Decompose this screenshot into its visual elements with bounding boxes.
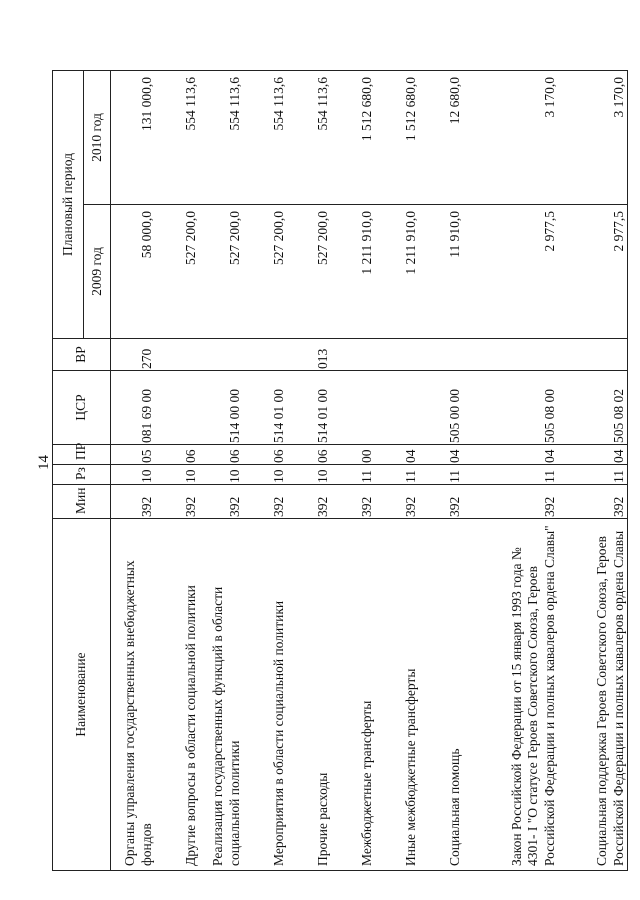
row-value-2010: 1 512 680,0: [375, 70, 419, 204]
table-row: [199, 70, 243, 870]
row-csr: 505 00 00: [419, 371, 463, 445]
row-pr: 06: [287, 445, 331, 465]
row-value-2010: 554 113,6: [287, 70, 331, 204]
row-pr: 06: [243, 445, 287, 465]
row-rz: 11: [419, 465, 463, 485]
row-min: 392: [287, 485, 331, 519]
row-min: 392: [463, 485, 558, 519]
row-csr: [331, 371, 375, 445]
row-csr: 505 08 02: [558, 371, 628, 445]
row-min: 392: [419, 485, 463, 519]
row-csr: 505 08 00: [463, 371, 558, 445]
row-rz: 11: [558, 465, 628, 485]
row-vr: [155, 339, 199, 371]
row-pr: 05: [111, 445, 156, 465]
row-min: 392: [243, 485, 287, 519]
row-min: 392: [558, 485, 628, 519]
row-pr: 04: [419, 445, 463, 465]
budget-table: [52, 70, 628, 871]
row-name: Социальная помощь: [419, 519, 463, 871]
row-rz: 10: [155, 465, 199, 485]
header-year-2010: 2010 год: [84, 70, 111, 204]
row-vr: [243, 339, 287, 371]
row-value-2009: 527 200,0: [155, 205, 199, 339]
row-pr: 04: [375, 445, 419, 465]
row-value-2010: 1 512 680,0: [331, 70, 375, 204]
row-csr: [155, 371, 199, 445]
row-name: Социальная поддержка Героев Советского Союза, Героев Российской Федерации и полных кавалеров ордена Славы: [558, 519, 628, 871]
header-row-1: [53, 70, 84, 870]
table-row: [155, 70, 199, 870]
row-value-2010: 554 113,6: [155, 70, 199, 204]
table-row: [463, 70, 558, 870]
row-csr: 514 00 00: [199, 371, 243, 445]
row-name: Другие вопросы в области социальной политики: [155, 519, 199, 871]
row-value-2009: 1 211 910,0: [331, 205, 375, 339]
row-min: 392: [375, 485, 419, 519]
row-pr: 06: [155, 445, 199, 465]
row-pr: 04: [463, 445, 558, 465]
row-rz: 11: [375, 465, 419, 485]
table-row: [243, 70, 287, 870]
row-value-2009: 58 000,0: [111, 205, 156, 339]
row-csr: [375, 371, 419, 445]
row-csr: 514 01 00: [287, 371, 331, 445]
table-row: [558, 70, 628, 870]
table-row: [419, 70, 463, 870]
table-row: [287, 70, 331, 870]
row-name: Мероприятия в области социальной политики: [243, 519, 287, 871]
row-vr: [419, 339, 463, 371]
row-csr: 081 69 00: [111, 371, 156, 445]
row-vr: [375, 339, 419, 371]
row-value-2010: 3 170,0: [558, 70, 628, 204]
row-min: 392: [155, 485, 199, 519]
row-value-2010: 554 113,6: [243, 70, 287, 204]
row-value-2009: 2 977,5: [558, 205, 628, 339]
row-vr: 270: [111, 339, 156, 371]
row-pr: 06: [199, 445, 243, 465]
row-rz: 11: [331, 465, 375, 485]
header-planned-period: Плановый период: [53, 70, 84, 338]
row-value-2010: 12 680,0: [419, 70, 463, 204]
table-row: [375, 70, 419, 870]
row-vr: 013: [287, 339, 331, 371]
row-value-2010: 3 170,0: [463, 70, 558, 204]
row-value-2010: 131 000,0: [111, 70, 156, 204]
row-name: Реализация государственных функций в области социальной политики: [199, 519, 243, 871]
header-rz: Рз: [53, 465, 111, 485]
table-row: [111, 70, 156, 870]
row-rz: 11: [463, 465, 558, 485]
row-value-2009: 2 977,5: [463, 205, 558, 339]
header-name: Наименование: [53, 519, 111, 871]
row-pr: 04: [558, 445, 628, 465]
row-value-2010: 554 113,6: [199, 70, 243, 204]
row-value-2009: 11 910,0: [419, 205, 463, 339]
row-rz: 10: [243, 465, 287, 485]
row-value-2009: 527 200,0: [287, 205, 331, 339]
row-pr: 00: [331, 445, 375, 465]
row-vr: [558, 339, 628, 371]
row-csr: 514 01 00: [243, 371, 287, 445]
row-min: 392: [331, 485, 375, 519]
row-vr: [199, 339, 243, 371]
row-name: Прочие расходы: [287, 519, 331, 871]
row-name: Иные межбюджетные трансферты: [375, 519, 419, 871]
row-vr: [463, 339, 558, 371]
budget-table-sheet: [52, 71, 626, 871]
row-name: Закон Российской Федерации от 15 января 1993 года № 4301- I "О статусе Героев Советского Союза, Героев Российской Федерации и полных кавалеров ордена Славы": [463, 519, 558, 871]
row-name: Межбюджетные трансферты: [331, 519, 375, 871]
page-number: 14: [36, 455, 52, 470]
header-year-2009: 2009 год: [84, 205, 111, 339]
row-rz: 10: [287, 465, 331, 485]
row-value-2009: 1 211 910,0: [375, 205, 419, 339]
header-pr: ПР: [53, 445, 111, 465]
row-value-2009: 527 200,0: [199, 205, 243, 339]
header-vr: ВР: [53, 339, 111, 371]
table-row: [331, 70, 375, 870]
row-vr: [331, 339, 375, 371]
row-name: Органы управления государственных внебюджетных фондов: [111, 519, 156, 871]
header-csr: ЦСР: [53, 371, 111, 445]
row-min: 392: [111, 485, 156, 519]
row-rz: 10: [199, 465, 243, 485]
row-rz: 10: [111, 465, 156, 485]
header-min: Мин: [53, 485, 111, 519]
row-min: 392: [199, 485, 243, 519]
row-value-2009: 527 200,0: [243, 205, 287, 339]
